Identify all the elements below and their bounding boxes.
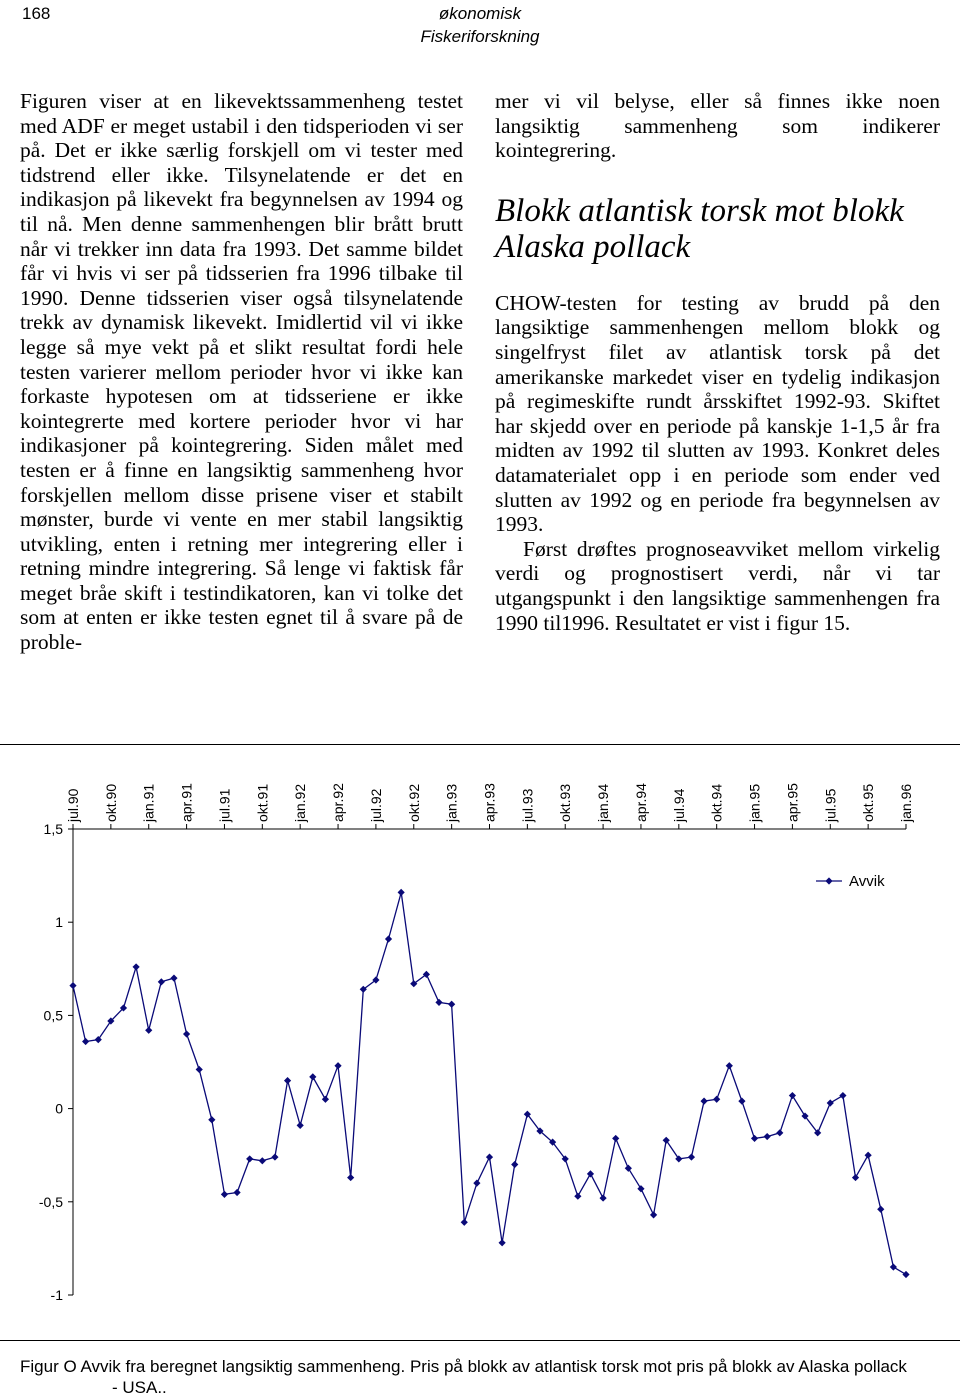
x-tick-label: okt.94 xyxy=(708,783,725,822)
x-tick-label: okt.92 xyxy=(405,783,422,822)
data-point xyxy=(233,1189,240,1196)
x-tick-label: apr.92 xyxy=(330,783,347,822)
x-tick-label: jan.93 xyxy=(443,783,460,822)
data-point xyxy=(877,1206,884,1213)
legend-label: Avvik xyxy=(849,873,885,890)
x-tick-label: jul.95 xyxy=(822,788,839,822)
x-tick-label: apr.91 xyxy=(178,783,195,822)
data-point xyxy=(322,1096,329,1103)
journal-name-line2: Fiskeriforskning xyxy=(420,27,540,46)
data-point xyxy=(158,978,165,985)
x-tick-label: okt.93 xyxy=(557,783,574,822)
data-point xyxy=(461,1219,468,1226)
data-point xyxy=(650,1211,657,1218)
x-tick-label: jan.96 xyxy=(898,783,914,822)
data-point xyxy=(271,1153,278,1160)
data-point xyxy=(398,889,405,896)
data-point xyxy=(511,1161,518,1168)
data-point xyxy=(789,1092,796,1099)
x-tick-label: okt.90 xyxy=(102,783,119,822)
data-point xyxy=(196,1066,203,1073)
data-point xyxy=(473,1180,480,1187)
y-tick-label: 1,5 xyxy=(43,821,63,837)
series-line-avvik xyxy=(73,892,906,1274)
journal-name xyxy=(418,2,542,48)
data-point xyxy=(259,1157,266,1164)
data-point xyxy=(663,1137,670,1144)
data-point xyxy=(675,1155,682,1162)
left-column xyxy=(20,89,463,655)
data-point xyxy=(726,1062,733,1069)
x-tick-label: jul.90 xyxy=(65,788,81,822)
x-tick-label: apr.94 xyxy=(632,783,649,822)
data-point xyxy=(448,1001,455,1008)
data-point xyxy=(587,1170,594,1177)
x-tick-label: jan.92 xyxy=(292,783,309,822)
data-point xyxy=(637,1185,644,1192)
data-point xyxy=(208,1116,215,1123)
x-tick-label: okt.95 xyxy=(860,783,877,822)
journal-name-line1: økonomisk xyxy=(438,4,522,23)
data-point xyxy=(852,1174,859,1181)
data-point xyxy=(902,1271,909,1278)
data-point xyxy=(183,1030,190,1037)
x-tick-label: apr.93 xyxy=(481,783,498,822)
data-point xyxy=(145,1027,152,1034)
x-tick-label: jul.94 xyxy=(670,788,687,822)
y-tick-label: 1 xyxy=(55,914,63,931)
data-point xyxy=(574,1193,581,1200)
data-point xyxy=(95,1036,102,1043)
data-point xyxy=(776,1129,783,1136)
data-point xyxy=(764,1133,771,1140)
data-point xyxy=(599,1194,606,1201)
data-point xyxy=(133,963,140,970)
figure-caption-line2: - USA.. xyxy=(112,1378,167,1397)
data-point xyxy=(221,1191,228,1198)
y-tick-label: -1 xyxy=(50,1287,63,1303)
data-point xyxy=(890,1263,897,1270)
x-tick-label: jan.94 xyxy=(595,783,612,822)
body-paragraph-continuation: mer vi vil belyse, eller så finnes ikke noen langsiktig sammenheng som indikerer kointegrering. xyxy=(495,89,940,163)
page-number: 168 xyxy=(22,4,51,23)
data-point xyxy=(738,1098,745,1105)
x-tick-label: jan.95 xyxy=(746,783,763,822)
data-point xyxy=(334,1062,341,1069)
body-paragraph-chow: CHOW-testen for testing av brudd på den langsiktige sammenhengen mellom blokk og singelfryst filet av atlantisk torsk på det amerikanske markedet viser en tydelig indikasjon på regimeskifte rundt årsskiftet 1992-93. Skiftet har skjedd over en periode på kanskje 1-1,5 år fra midten av 1992 til slutten av 1993. Konkret deles datamaterialet opp i en periode som ender ved slutten av 1992 og en periode fra begynnelsen av 1993. xyxy=(495,290,940,537)
right-column xyxy=(495,89,940,635)
data-point xyxy=(297,1122,304,1129)
data-point xyxy=(284,1077,291,1084)
data-point xyxy=(170,975,177,982)
x-tick-label: jul.92 xyxy=(367,788,384,822)
data-point xyxy=(309,1073,316,1080)
section-heading: Blokk atlantisk torsk mot blokk Alaska pollack xyxy=(495,192,904,265)
data-point xyxy=(713,1096,720,1103)
data-point xyxy=(827,1099,834,1106)
data-point xyxy=(69,982,76,989)
data-point xyxy=(839,1092,846,1099)
x-tick-label: jul.93 xyxy=(519,788,536,822)
y-tick-label: 0,5 xyxy=(43,1007,63,1024)
data-point xyxy=(700,1098,707,1105)
x-tick-label: jul.91 xyxy=(216,788,233,822)
x-tick-label: jan.91 xyxy=(140,783,157,822)
data-point xyxy=(347,1174,354,1181)
data-point xyxy=(246,1155,253,1162)
x-tick-label: apr.95 xyxy=(784,783,801,822)
data-point xyxy=(625,1165,632,1172)
data-point xyxy=(865,1152,872,1159)
data-point xyxy=(435,999,442,1006)
data-point xyxy=(688,1153,695,1160)
y-tick-label: -0,5 xyxy=(38,1193,63,1210)
data-point xyxy=(612,1135,619,1142)
figure-caption-line1: Figur O Avvik fra beregnet langsiktig sammenheng. Pris på blokk av atlantisk torsk mot pris på blokk av Alaska pollack xyxy=(20,1357,907,1376)
data-point xyxy=(385,935,392,942)
deviation-line-chart xyxy=(0,745,960,1341)
legend-marker xyxy=(825,877,832,884)
body-paragraph-forecast: Først drøftes prognoseavviket mellom virkelig verdi og prognostisert verdi, når vi tar utgangspunkt i den langsiktige sammenhengen fra 1990 til1996. Resultatet er vist i figur 15. xyxy=(495,536,940,635)
data-point xyxy=(486,1153,493,1160)
data-point xyxy=(499,1239,506,1246)
data-point xyxy=(751,1135,758,1142)
x-tick-label: okt.91 xyxy=(254,783,271,822)
figure-bottom-rule xyxy=(0,1340,960,1341)
body-paragraph-left: Figuren viser at en likevektssammenheng testet med ADF er meget ustabil i den tidsperioden vi ser på. Det er ikke særlig forskjell om vi tester med tidstrend eller ikke. Tilsynelatende er det en indikasjon på likevekt fra begynnelsen av 1994 og til nå. Men denne sammenhengen blir brått brutt når vi trekker inn data fra 1993. Det samme bildet får vi hvis vi ser på tidsserien fra 1996 tilbake til 1990. Denne tidsserien viser også tilsynelatende trekk av dynamisk likevekt. Imidlertid vil vi ikke legge så mye vekt på et slikt resultat fordi hele testen varierer mellom perioder hvor vi ikke kan forkaste hypotesen om at tidsseriene er ikke kointegrerte med kortere perioder hvor vi har indikasjoner på kointegrering. Siden målet med testen er å finne en langsiktig sammenheng hvor forskjellen mellom disse prisene viser et stabilt mønster, burde vi vente en mer stabil langsiktig utvikling, enten i retning mer integrering eller i retning mindre integrering. Så lenge vi faktisk får meget bråe skift i testindikatoren, kan vi tolke det som at enten er ikke testen egnet til å svare på de proble- xyxy=(20,89,463,655)
y-tick-label: 0 xyxy=(55,1100,63,1117)
figure-caption xyxy=(20,1356,950,1398)
data-point xyxy=(82,1038,89,1045)
